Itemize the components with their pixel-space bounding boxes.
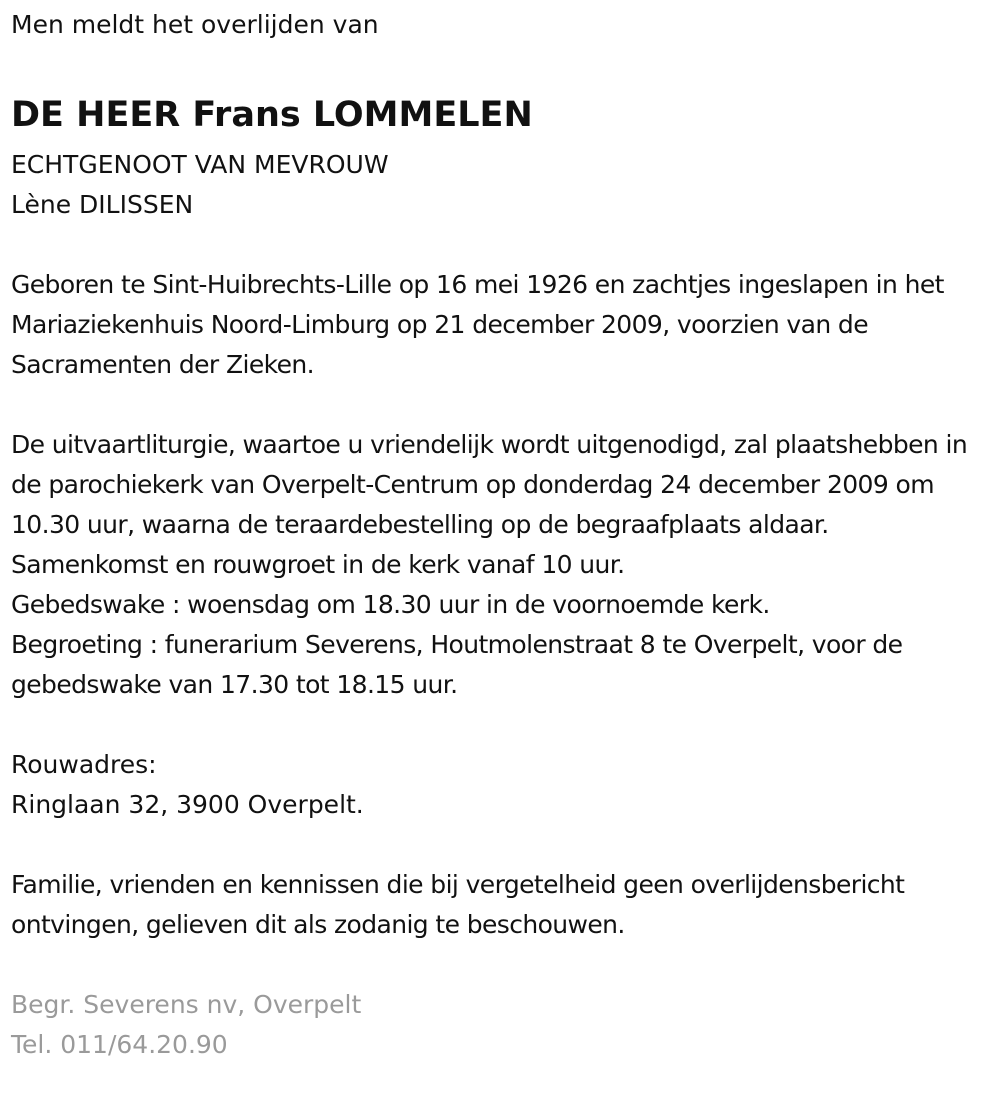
greeting-paragraph: Begroeting : funerarium Severens, Houtmolenstraat 8 te Overpelt, voor de gebedswake van 17.30 tot 18.15 uur. — [11, 630, 903, 699]
undertaker-phone: Tel. 011/64.20.90 — [11, 1030, 228, 1059]
notice-paragraph: Familie, vrienden en kennissen die bij vergetelheid geen overlijdensbericht ontvingen, gelieven dit als zodanig te beschouwen. — [11, 870, 905, 939]
address-value: Ringlaan 32, 3900 Overpelt. — [11, 790, 364, 819]
undertaker-name: Begr. Severens nv, Overpelt — [11, 990, 362, 1019]
birth-death-paragraph: Geboren te Sint-Huibrechts-Lille op 16 mei 1926 en zachtjes ingeslapen in het Mariaziekenhuis Noord-Limburg op 21 december 2009, voorzien van de Sacramenten der Zieken. — [11, 270, 944, 379]
deceased-name: DE HEER Frans LOMMELEN — [11, 95, 533, 135]
spouse-name: Lène DILISSEN — [11, 190, 194, 219]
meeting-text: Samenkomst en rouwgroet in de kerk vanaf 10 uur. — [11, 550, 625, 579]
spacer — [11, 705, 989, 745]
intro-text: Men meldt het overlijden van — [11, 10, 379, 39]
address-label: Rouwadres: — [11, 750, 157, 779]
relation-text: ECHTGENOOT VAN MEVROUW — [11, 150, 389, 179]
spacer — [11, 385, 989, 425]
spacer — [11, 825, 989, 865]
spacer — [11, 225, 989, 265]
funeral-liturgy-paragraph: De uitvaartliturgie, waartoe u vriendelijk wordt uitgenodigd, zal plaatshebben in de parochiekerk van Overpelt-Centrum op donderdag 24 december 2009 om 10.30 uur, waarna de teraardebestelling op de begraafplaats aldaar. — [11, 430, 968, 539]
spacer — [11, 945, 989, 985]
wake-text: Gebedswake : woensdag om 18.30 uur in de voornoemde kerk. — [11, 590, 770, 619]
